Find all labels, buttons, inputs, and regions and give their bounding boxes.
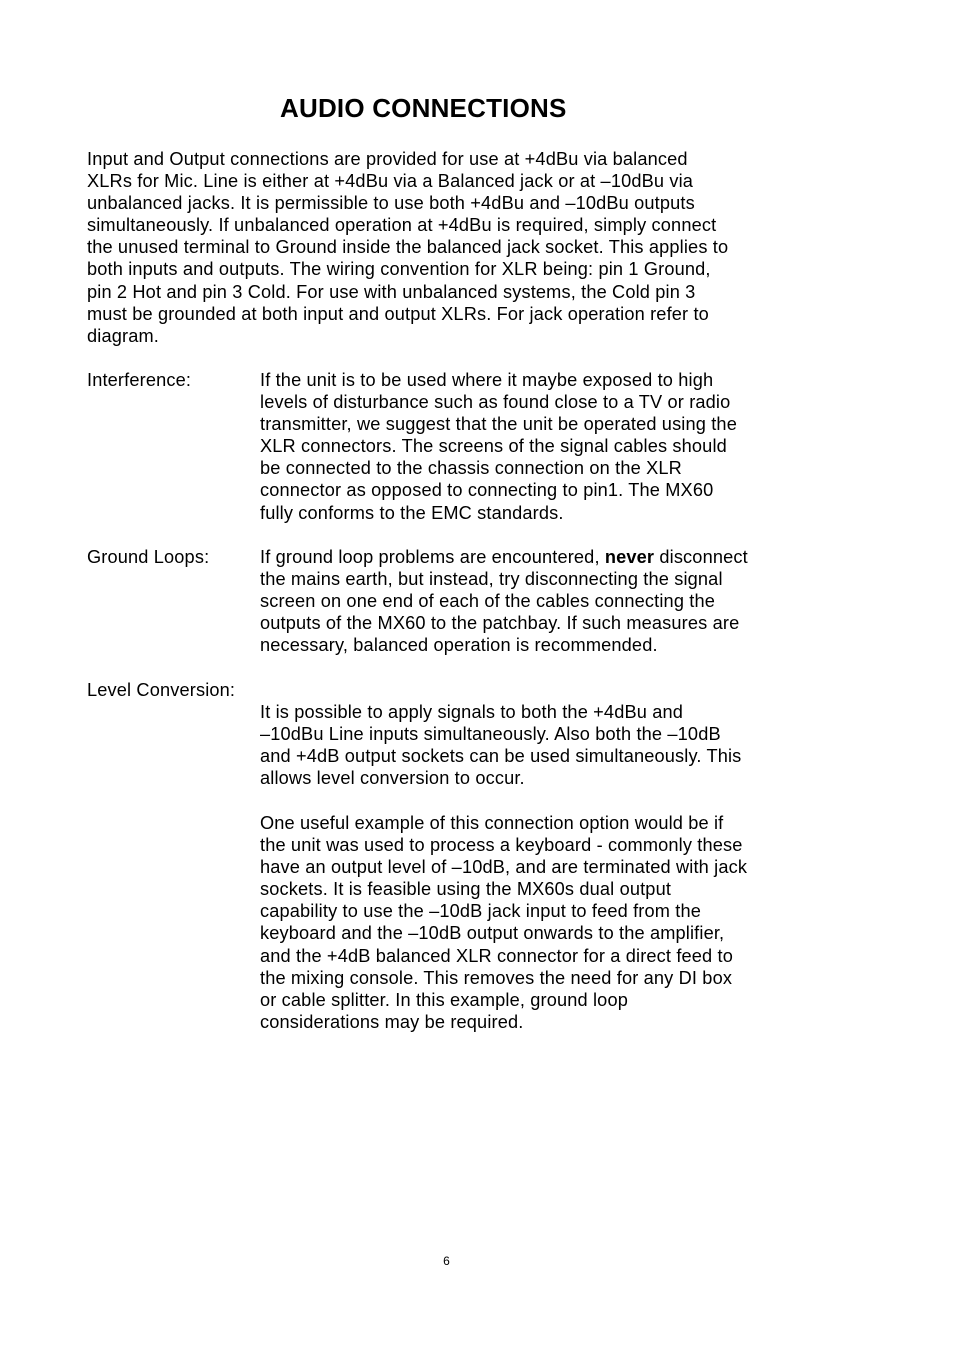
page-title: AUDIO CONNECTIONS: [280, 93, 567, 123]
interference-text: If the unit is to be used where it maybe exposed to high levels of disturbance such as found close to a TV or radio transmitter, we suggest that the unit be operated using the XLR connectors. The screens of the signal cables should be connected to the chassis connection on the XLR connector as opposed to connecting to pin1. The MX60 fully conforms to the EMC standards.: [260, 370, 737, 523]
intro-paragraph: Input and Output connections are provided for use at +4dBu via balanced XLRs for Mic. Line is either at +4dBu via a Balanced jack or at –10dBu via unbalanced jacks. It is permissible to use both +4dBu and –10dBu outputs simultaneously. If unbalanced operation at +4dBu is required, simply connect the unused terminal to Ground inside the balanced jack socket. This applies to both inputs and outputs. The wiring convention for XLR being: pin 1 Ground, pin 2 Hot and pin 3 Cold. For use with unbalanced systems, the Cold pin 3 must be grounded at both input and output XLRs. For jack operation refer to diagram.: [87, 149, 729, 346]
interference-label: Interference:: [87, 370, 192, 390]
ground-loops-emphasis: never: [604, 547, 655, 567]
page-number: 6: [443, 1254, 450, 1268]
level-conversion-paragraph-2: One useful example of this connection option would be if the unit was used to process a keyboard - commonly these have an output level of –10dB, and are terminated with jack sockets. It is feasible using the MX60s dual output capability to use the –10dB jack input to feed from the keyboard and the –10dB output onwards to the amplifier, and the +4dB balanced XLR connector for a direct feed to the mixing console. This removes the need for any DI box or cable splitter. In this example, ground loop considerations may be required.: [260, 813, 748, 1032]
ground-loops-label: Ground Loops:: [87, 547, 210, 567]
ground-loops-text-after: disconnect the mains earth, but instead, try disconnecting the signal screen on one end of each of the cables connecting the outputs of the MX60 to the patchbay. If such measures are necessary, balanced operation is recommended.: [260, 547, 748, 656]
ground-loops-text: [260, 546, 840, 656]
level-conversion-paragraph-1: It is possible to apply signals to both the +4dBu and –10dBu Line inputs simultaneously. Also both the –10dB and +4dB output sockets can be used simultaneously. This allows level conversion to occur.: [260, 702, 742, 789]
level-conversion-label: Level Conversion:: [87, 680, 236, 700]
ground-loops-text-before: If ground loop problems are encountered,: [260, 547, 605, 567]
